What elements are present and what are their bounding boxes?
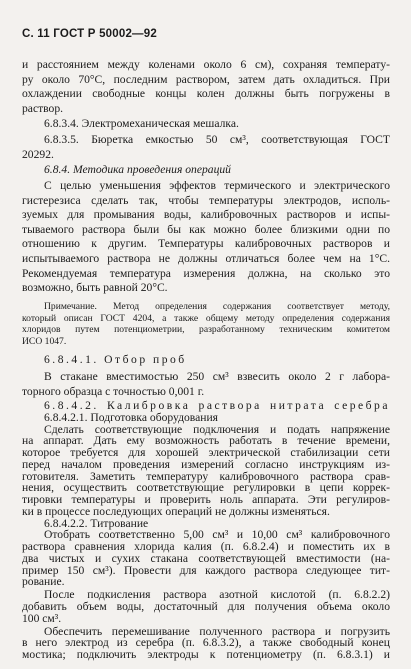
paragraph	[22, 133, 390, 162]
text-line: нения, осуществить соответствующие регулировки в цепи коррек-	[22, 481, 390, 495]
text-line: рование.	[22, 575, 65, 589]
text-line: тываемого раствора были бы как можно более близкими одни по	[22, 222, 390, 236]
text-line: и расстоянием между коленами около 6 см), сохраняя температу-	[22, 58, 390, 71]
text-line: 6.8.3.5. Бюретка емкостью 50 см³, соответствующая ГОСТ	[44, 133, 390, 146]
text-line: на аппарат. Дать ему возможность работать в течение времени,	[22, 434, 390, 448]
text-line: 6.8.4. Методика проведения операций	[44, 163, 231, 176]
text-line: мостика; подключить электроды к потенциометру (п. 6.8.3.1) и	[22, 648, 390, 662]
text-line: гистерезиса сделать так, чтобы температуры электродов, исполь-	[22, 193, 390, 207]
text-line: Сделать соответствующие подключения и подать напряжение	[44, 422, 390, 436]
paragraph	[22, 163, 390, 178]
note-paragraph	[22, 301, 390, 347]
paragraph	[22, 589, 390, 624]
text-line: добавить объем воды, достаточный для получения объема около	[22, 600, 390, 614]
text-line: 20292.	[22, 147, 54, 161]
paragraph	[22, 626, 390, 661]
text-line: зуемых для промывания воды, калибровочных растворов и испы-	[22, 208, 390, 222]
paragraph	[22, 353, 390, 368]
text-line: перед началом проведения измерений согласно инструкциям из-	[22, 457, 390, 471]
text-line: В стакане вместимостью 250 см³ взвесить около 2 г лабора-	[44, 370, 390, 383]
text-line: Обеспечить перемешивание полученного раствора и погрузить	[44, 624, 390, 638]
text-line: пример 150 см³). Провести для каждого раствора следующее тит-	[22, 563, 390, 577]
text-line: раствор.	[22, 101, 64, 115]
text-line: 100 см³.	[22, 611, 62, 625]
text-line: испытываемого раствора не должны отличаться более чем на 1°С.	[22, 251, 390, 265]
text-line: Примечание. Метод определения содержания соответствует методу,	[44, 301, 390, 312]
text-line: ки в процессе последующих операций не должны изменяться.	[22, 504, 330, 518]
text-line: ру около 70°С, последним раствором, затем дать охладиться. При	[22, 72, 390, 86]
paragraph	[22, 370, 390, 399]
text-line: 6.8.4.2. Калибровка раствора нитрата серебра	[44, 399, 390, 412]
text-line: Отобрать соответственно 5,00 см³ и 10,00 см³ калибровочного	[44, 528, 390, 542]
text-line: хлоридов путем потенциометрии, разработанному техническим комитетом	[22, 324, 390, 336]
text-line: охлаждении свободные концы колен должны быть погружены в	[22, 87, 390, 101]
page-header: С. 11 ГОСТ Р 50002—92	[22, 28, 157, 40]
paragraph	[22, 400, 390, 588]
text-line: С целью уменьшения эффектов термического и электрического	[44, 179, 390, 192]
paragraph	[22, 58, 390, 116]
paragraph	[22, 117, 390, 132]
text-line: торного образца с точностью 0,001 г.	[22, 384, 205, 398]
text-line: которое требуется для хорошей электрической стабилизации сети	[22, 446, 390, 460]
paragraph	[22, 179, 390, 296]
text-line: который описан ГОСТ 4204, а также общему методу определения содержания	[22, 312, 390, 324]
text-line: раствора сравнения хлорида калия (п. 6.8.2.4) и поместить их в	[22, 540, 390, 554]
text-line: После подкисления раствора азотной кислотой (п. 6.8.2.2)	[44, 588, 390, 602]
text-line: возможно, быть равной 20°С.	[22, 281, 168, 295]
text-line: 6.8.4.2.2. Титрование	[44, 516, 149, 530]
text-line: тировки температуры и проверить ноль аппарата. Эти регулиров-	[22, 493, 390, 507]
text-line: отношению к другим. Температуры калибровочных растворов и	[22, 237, 390, 251]
text-line: 6.8.4.1. Отбор проб	[44, 353, 187, 366]
text-line: готовителя. Заметить температуру калибровочного раствора срав-	[22, 469, 390, 483]
text-line: Рекомендуемая температура измерения должна, на сколько это	[22, 266, 390, 280]
text-line: в него электрод из серебра (п. 6.8.3.2), а также свободный конец	[22, 636, 390, 650]
text-line: 6.8.4.2.1. Подготовка оборудования	[44, 410, 219, 424]
text-line: 6.8.3.4. Электромеханическая мешалка.	[44, 117, 239, 130]
text-line: два чистых и сухих стакана соответствующей вместимости (на-	[22, 551, 390, 565]
text-line: ИСО 1047.	[22, 335, 67, 347]
